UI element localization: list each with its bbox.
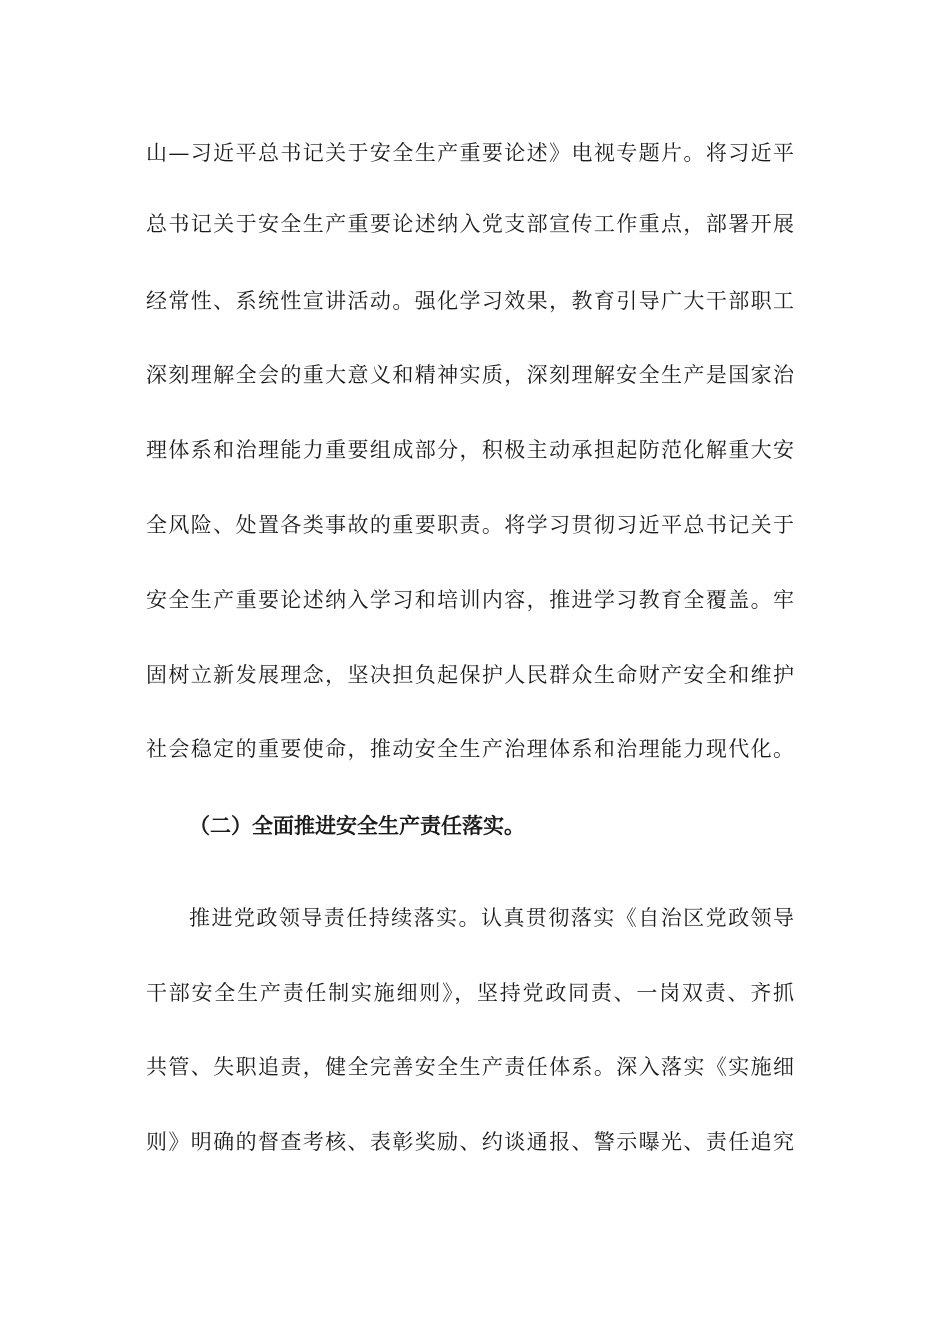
paragraph-1-line-7: 安全生产重要论述纳入学习和培训内容，推进学习教育全覆盖。牢 — [146, 588, 794, 612]
paragraph-1-line-8: 固树立新发展理念，坚决担负起保护人民群众生命财产安全和维护 — [146, 663, 794, 687]
paragraph-2-line-3: 共管、失职追责，健全完善安全生产责任体系。深入落实《实施细 — [146, 1055, 794, 1079]
paragraph-1-line-3: 经常性、系统性宣讲活动。强化学习效果，教育引导广大干部职工 — [146, 289, 794, 313]
paragraph-1-line-6: 全风险、处置各类事故的重要职责。将学习贯彻习近平总书记关于 — [146, 513, 794, 537]
section-heading: （二）全面推进安全生产责任落实。 — [189, 814, 525, 838]
paragraph-1-line-2: 总书记关于安全生产重要论述纳入党支部宣传工作重点，部署开展 — [146, 212, 794, 236]
paragraph-1-line-4: 深刻理解全会的重大意义和精神实质，深刻理解安全生产是国家治 — [146, 363, 794, 387]
paragraph-2-line-4: 则》明确的督查考核、表彰奖励、约谈通报、警示曝光、责任追究 — [146, 1130, 794, 1154]
paragraph-2-line-1: 推进党政领导责任持续落实。认真贯彻落实《自治区党政领导 — [189, 906, 794, 930]
paragraph-1-line-5: 理体系和治理能力重要组成部分，积极主动承担起防范化解重大安 — [146, 438, 794, 462]
paragraph-2-line-2: 干部安全生产责任制实施细则》，坚持党政同责、一岗双责、齐抓 — [146, 981, 794, 1005]
paragraph-1-line-1: 山—习近平总书记关于安全生产重要论述》电视专题片。将习近平 — [146, 141, 794, 165]
paragraph-1-line-9: 社会稳定的重要使命，推动安全生产治理体系和治理能力现代化。 — [146, 737, 794, 761]
